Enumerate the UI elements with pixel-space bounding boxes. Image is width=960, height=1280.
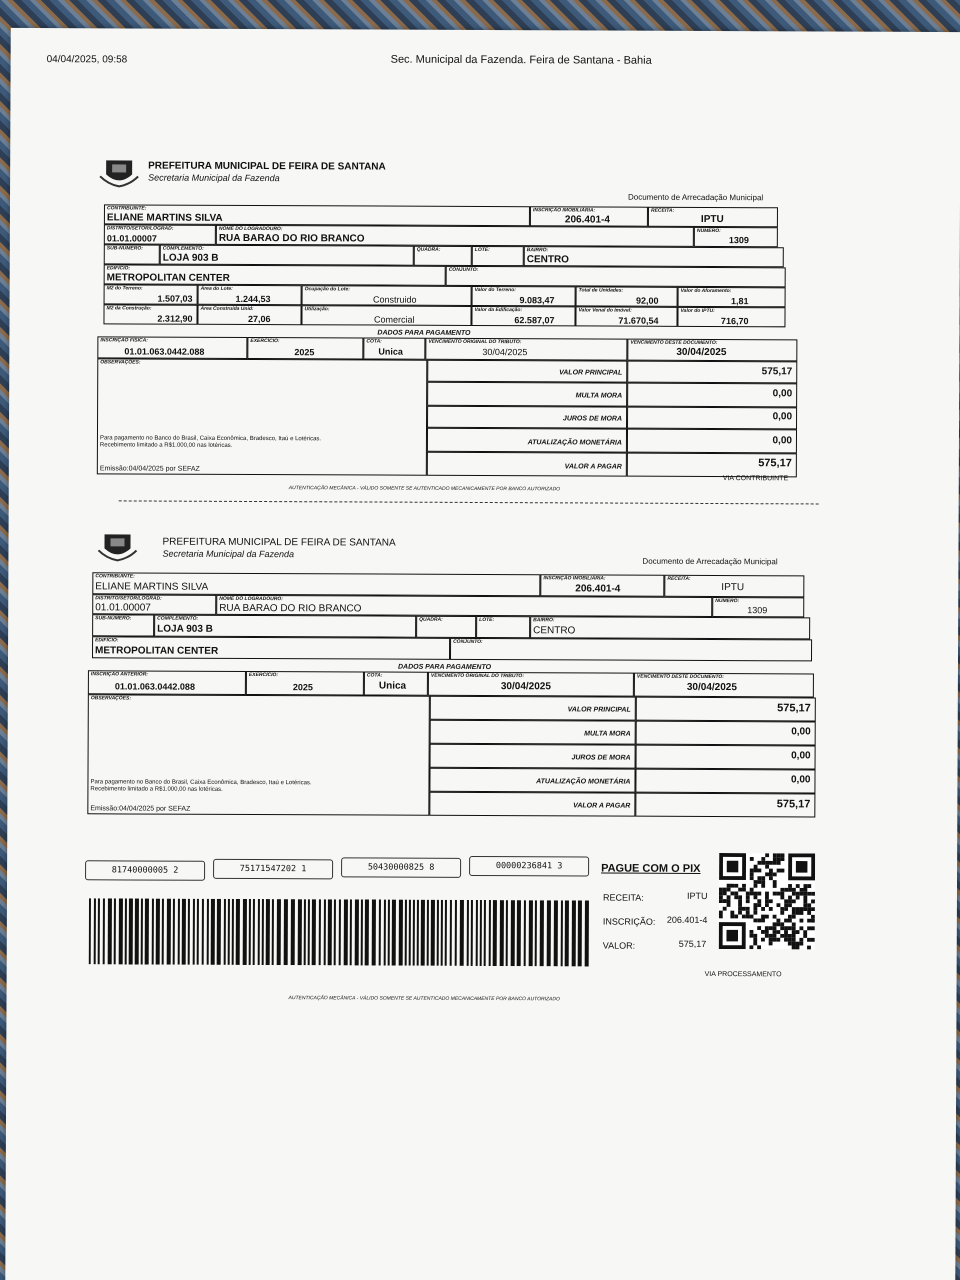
venc-documento-cell <box>627 339 797 362</box>
juros-value-cell <box>627 407 797 430</box>
multa-value-cell <box>627 383 797 408</box>
inscricao-fisica-cell <box>97 336 247 359</box>
exercicio-value: 2025 <box>292 682 313 693</box>
valor-pagar-value-cell <box>627 453 797 478</box>
distrito-value: 01.01.00007 <box>106 233 157 244</box>
inscricao-anterior-cell <box>88 670 246 695</box>
logradouro-value: RUA BARAO DO RIO BRANCO <box>218 232 365 245</box>
valor-venal-value: 71.670,54 <box>618 315 659 326</box>
area-construida-value: 27,06 <box>247 313 271 325</box>
valor-aforamento-cell <box>678 287 786 307</box>
barcode-digits-3: 50430000825 8 <box>341 857 461 878</box>
ocupacao-value: Construido <box>373 294 417 305</box>
valor-edificacao-value: 62.587,07 <box>514 315 555 326</box>
juros-mora-value: 0,00 <box>791 750 811 762</box>
pix-valor-label: VALOR: <box>602 940 636 951</box>
edificio-value: METROPOLITAN CENTER <box>106 272 230 284</box>
venc-documento-label: VENCIMENTO DESTE DOCUMENTO: <box>630 339 718 347</box>
inscricao-anterior-label: INSCRIÇÃO ANTERIOR: <box>90 671 148 678</box>
sub-numero-cell <box>104 244 160 264</box>
edificio-label: EDIFÍCIO: <box>106 265 131 272</box>
prefeitura-title: PREFEITURA MUNICIPAL DE FEIRA DE SANTANA <box>162 536 396 549</box>
multa-mora-value: 0,00 <box>791 726 811 738</box>
conjunto-label: CONJUNTO: <box>453 638 483 645</box>
valor-pagar-value: 575,17 <box>758 457 792 470</box>
complemento-cell <box>154 615 416 638</box>
bairro-label: BAIRRO: <box>526 247 549 254</box>
contribuinte-cell <box>92 572 540 596</box>
logradouro-value: RUA BARAO DO RIO BRANCO <box>219 602 362 615</box>
receita-cell <box>648 207 778 228</box>
area-construida-cell <box>197 305 301 325</box>
receita-value: IPTU <box>700 213 724 226</box>
ocupacao-label: Ocupação do Lote: <box>304 286 350 293</box>
valor-aforamento-value: 1,81 <box>731 296 749 307</box>
bairro-value: CENTRO <box>533 625 576 637</box>
valor-principal-value: 575,17 <box>777 702 811 715</box>
receita-label: RECEITA: <box>667 575 691 582</box>
distrito-label: DISTRITO/SETOR/LOGRAD: <box>106 225 174 232</box>
cota-cell <box>363 337 425 359</box>
valor-pagar-value: 575,17 <box>776 798 811 811</box>
valor-iptu-cell <box>677 307 785 327</box>
venc-original-label: VENCIMENTO ORIGINAL DO TRIBUTO: <box>430 672 525 680</box>
pix-title: PAGUE COM O PIX <box>601 862 701 875</box>
barcode-image <box>89 898 595 966</box>
contribuinte-cell <box>104 204 530 226</box>
observacoes-label: OBSERVAÇÕES: <box>90 695 132 702</box>
inscricao-label: INSCRIÇÃO IMOBILIÁRIA: <box>532 207 596 214</box>
contribuinte-label: CONTRIBUINTE: <box>106 205 147 212</box>
venc-documento-value: 30/04/2025 <box>686 681 737 694</box>
valor-pagar-label-cell <box>427 452 627 477</box>
area-lote-value: 1.244,53 <box>235 293 271 305</box>
exercicio-value: 2025 <box>294 347 315 358</box>
observacoes-box <box>87 694 430 815</box>
valor-principal-value-cell <box>627 361 797 384</box>
inscricao-fisica-label: INSCRIÇÃO FÍSICA: <box>100 337 148 344</box>
sub-numero-label: SUB-NÚMERO: <box>106 245 143 252</box>
cota-cell <box>364 671 428 695</box>
m2-terreno-cell <box>104 284 198 304</box>
lote-cell <box>476 616 530 638</box>
juros-mora-label: JUROS DE MORA <box>562 415 623 423</box>
pix-inscricao-label: INSCRIÇÃO: <box>602 916 656 927</box>
valor-edificacao-label: Valor da Edificação: <box>474 306 523 314</box>
pix-inscricao-value: 206.401-4 <box>666 914 708 925</box>
logradouro-label: NOME DO LOGRADOURO: <box>219 595 283 603</box>
valor-iptu-value: 716,70 <box>720 316 749 327</box>
venc-original-value: 30/04/2025 <box>482 346 528 358</box>
dados-pagamento-title: DADOS PARA PAGAMENTO <box>377 329 471 337</box>
venc-documento-label: VENCIMENTO DESTE DOCUMENTO: <box>636 673 724 681</box>
barcode-digits-2: 75171547202 1 <box>213 859 333 880</box>
obs-line-2: Recebimento limitado a R$1.000,00 nas lotéricas. <box>90 786 223 793</box>
conjunto-cell <box>446 266 786 287</box>
multa-mora-label: MULTA MORA <box>575 392 623 400</box>
area-lote-label: Área do Lote: <box>200 285 233 292</box>
numero-cell <box>712 597 804 617</box>
barcode-digits-1: 81740000005 2 <box>85 860 205 881</box>
multa-value-cell <box>636 721 816 746</box>
valor-venal-cell <box>575 306 677 326</box>
observacoes-box <box>97 358 428 475</box>
m2-terreno-label: M2 do Terreno: <box>106 285 143 292</box>
sub-numero-cell <box>92 614 154 636</box>
numero-label: NÚMERO: <box>715 598 740 605</box>
valor-pagar-label-cell <box>429 792 635 817</box>
bairro-cell <box>524 246 784 267</box>
atualizacao-label-cell <box>429 768 635 793</box>
juros-label-cell <box>430 744 636 769</box>
valor-terreno-value: 9.083,47 <box>519 295 555 306</box>
receita-label: RECEITA: <box>650 207 675 214</box>
cota-value: Unica <box>378 346 403 357</box>
valor-principal-value-cell <box>636 697 816 722</box>
pix-valor-value: 575,17 <box>678 938 707 949</box>
complemento-cell <box>160 245 414 266</box>
utilizacao-label: Utilização: <box>304 306 330 313</box>
lote-label: LOTE: <box>479 616 495 624</box>
atualizacao-label: ATUALIZAÇÃO MONETÁRIA <box>536 778 631 786</box>
obs-line-2: Recebimento limitado a R$1.000,00 nas lotéricas. <box>99 442 233 449</box>
receita-cell <box>664 575 804 598</box>
inscricao-value: 206.401-4 <box>564 214 610 226</box>
valor-principal-value: 575,17 <box>761 366 793 378</box>
distrito-value: 01.01.00007 <box>95 602 151 614</box>
utilizacao-value: Comercial <box>373 314 415 325</box>
autenticacao-text: AUTENTICAÇÃO MECÂNICA - VÁLIDO SOMENTE SE AUTENTICADO MECANICAMENTE POR BANCO AUTORIZADO <box>288 485 561 493</box>
exercicio-cell <box>247 337 363 360</box>
pix-receita-label: RECEITA: <box>602 892 644 903</box>
inscricao-cell <box>530 206 648 227</box>
venc-original-cell <box>428 672 634 697</box>
valor-principal-label-cell <box>430 696 636 721</box>
inscricao-fisica-value: 01.01.063.0442.088 <box>124 346 205 357</box>
total-unidades-value: 92,00 <box>636 295 659 306</box>
inscricao-value: 206.401-4 <box>575 583 621 595</box>
edificio-cell <box>92 636 450 660</box>
juros-mora-label: JUROS DE MORA <box>571 754 631 762</box>
cota-value: Unica <box>378 680 407 692</box>
edificio-value: METROPOLITAN CENTER <box>95 645 219 657</box>
observacoes-label: OBSERVAÇÕES: <box>100 359 141 366</box>
valor-pagar-label: VALOR A PAGAR <box>573 802 631 810</box>
bairro-cell <box>530 616 810 639</box>
contribuinte-label: CONTRIBUINTE: <box>95 573 135 580</box>
edificio-label: EDIFÍCIO: <box>95 637 119 644</box>
cota-label: COTA: <box>366 672 383 679</box>
area-lote-cell <box>198 285 302 305</box>
lote-label: LOTE: <box>474 246 490 254</box>
via-contribuinte-document <box>98 156 798 493</box>
prefeitura-title: PREFEITURA MUNICIPAL DE FEIRA DE SANTANA <box>148 160 386 173</box>
conjunto-label: CONJUNTO: <box>448 266 479 273</box>
autenticacao-text-bottom: AUTENTICAÇÃO MECÂNICA - VÁLIDO SOMENTE SE AUTENTICADO MECANICAMENTE POR BANCO AUTORIZADO <box>288 995 560 1003</box>
valor-venal-label: Valor Venal do Imóvel: <box>578 307 632 314</box>
distrito-label: DISTRITO/SETOR/LOGRAD: <box>95 595 162 602</box>
valor-iptu-label: Valor do IPTU: <box>680 307 715 315</box>
logradouro-label: NOME DO LOGRADOURO: <box>218 225 283 233</box>
print-page-title: Sec. Municipal da Fazenda. Feira de Santana - Bahia <box>390 53 652 67</box>
multa-label-cell <box>430 720 636 745</box>
atualizacao-value-cell <box>635 769 815 794</box>
cut-line <box>119 500 819 504</box>
juros-label-cell <box>427 406 627 429</box>
multa-mora-label: MULTA MORA <box>584 730 631 738</box>
coat-of-arms-icon <box>96 530 138 562</box>
valor-principal-label: VALOR PRINCIPAL <box>567 706 631 714</box>
pix-receita-value: IPTU <box>686 890 708 901</box>
valor-principal-label: VALOR PRINCIPAL <box>559 369 623 377</box>
total-unidades-cell <box>576 286 678 306</box>
venc-documento-cell <box>634 673 814 698</box>
valor-pagar-label: VALOR A PAGAR <box>564 463 622 471</box>
juros-mora-value: 0,00 <box>772 411 793 423</box>
valor-edificacao-cell <box>471 306 575 326</box>
via-contribuinte-label: VIA CONTRIBUINTE <box>722 475 789 483</box>
logradouro-cell <box>216 225 694 247</box>
valor-aforamento-label: Valor do Aforamento: <box>680 287 732 295</box>
atualizacao-value-cell <box>627 429 797 454</box>
inscricao-label: INSCRIÇÃO IMOBILIÁRIA: <box>543 575 606 582</box>
logradouro-cell <box>216 595 712 617</box>
quadra-label: QUADRA: <box>416 246 441 253</box>
exercicio-label: EXERCÍCIO: <box>250 337 280 345</box>
m2-construcao-label: M2 da Construção: <box>106 305 152 312</box>
numero-cell <box>694 227 778 247</box>
bairro-label: BAIRRO: <box>533 617 555 624</box>
quadra-cell <box>414 246 472 266</box>
valor-terreno-label: Valor do Terreno: <box>474 286 516 294</box>
area-construida-label: Área Construída Unid: <box>200 305 254 312</box>
lote-cell <box>472 246 524 266</box>
printed-page <box>5 28 960 1280</box>
pix-qr-code-icon[interactable] <box>719 853 815 949</box>
venc-original-cell <box>425 338 627 361</box>
complemento-label: COMPLEMENTO: <box>157 615 199 622</box>
receita-value: IPTU <box>721 582 745 594</box>
via-processamento-label: VIA PROCESSAMENTO <box>704 970 782 979</box>
contribuinte-name: ELIANE MARTINS SILVA <box>95 581 209 593</box>
numero-label: NÚMERO: <box>696 227 721 235</box>
complemento-value: LOJA 903 B <box>162 252 219 264</box>
venc-original-label: VENCIMENTO ORIGINAL DO TRIBUTO: <box>428 338 522 346</box>
quadra-cell <box>416 616 476 638</box>
quadra-label: QUADRA: <box>419 616 443 623</box>
atualizacao-value: 0,00 <box>790 774 811 786</box>
m2-construcao-cell <box>103 304 197 324</box>
ocupacao-cell <box>302 285 472 306</box>
contribuinte-name: ELIANE MARTINS SILVA <box>106 212 223 224</box>
numero-value: 1309 <box>747 605 768 616</box>
venc-documento-value: 30/04/2025 <box>676 346 727 359</box>
numero-value: 1309 <box>728 235 749 246</box>
dados-pagamento-title: DADOS PARA PAGAMENTO <box>397 663 492 672</box>
distrito-cell <box>92 594 216 615</box>
valor-principal-label-cell <box>427 360 627 383</box>
edificio-cell <box>104 264 446 285</box>
m2-terreno-value: 1.507,03 <box>157 293 193 304</box>
inscricao-cell <box>540 574 664 597</box>
emissao-text: Emissão:04/04/2025 por SEFAZ <box>99 465 200 473</box>
emissao-text: Emissão:04/04/2025 por SEFAZ <box>90 805 191 813</box>
atualizacao-label: ATUALIZAÇÃO MONETÁRIA <box>527 439 622 447</box>
secretaria-subtitle: Secretaria Municipal da Fazenda <box>148 172 280 184</box>
atualizacao-value: 0,00 <box>772 435 792 447</box>
multa-mora-value: 0,00 <box>772 388 793 400</box>
secretaria-subtitle: Secretaria Municipal da Fazenda <box>162 548 295 560</box>
obs-line-1: Para pagamento no Banco do Brasil, Caixa Econômica, Bradesco, Itaú e Lotéricas. <box>99 435 322 443</box>
multa-label-cell <box>427 382 627 407</box>
conjunto-cell <box>450 638 812 662</box>
obs-line-1: Para pagamento no Banco do Brasil, Caixa Econômica, Bradesco, Itaú e Lotéricas. <box>90 779 312 787</box>
complemento-label: COMPLEMENTO: <box>162 245 204 252</box>
venc-original-value: 30/04/2025 <box>500 681 551 693</box>
via-processamento-document <box>87 528 811 813</box>
sub-numero-label: SUB-NÚMERO: <box>95 615 132 622</box>
coat-of-arms-icon <box>98 156 140 188</box>
print-datetime: 04/04/2025, 09:58 <box>46 54 128 66</box>
valor-pagar-value-cell <box>635 793 815 818</box>
distrito-cell <box>104 224 216 244</box>
bairro-value: CENTRO <box>526 254 570 266</box>
utilizacao-cell <box>301 305 471 326</box>
total-unidades-label: Total de Unidades: <box>578 287 624 294</box>
exercicio-label: EXERCÍCIO: <box>248 671 279 679</box>
juros-value-cell <box>636 745 816 770</box>
inscricao-anterior-value: 01.01.063.0442.088 <box>114 681 195 692</box>
documento-title: Documento de Arrecadação Municipal <box>642 556 778 567</box>
valor-terreno-cell <box>472 286 576 306</box>
barcode-digits-4: 00000236841 3 <box>469 856 589 877</box>
atualizacao-label-cell <box>427 428 627 453</box>
documento-title: Documento de Arrecadação Municipal <box>628 192 764 203</box>
exercicio-cell <box>246 671 364 696</box>
complemento-value: LOJA 903 B <box>157 623 213 635</box>
cota-label: COTA: <box>366 338 382 345</box>
m2-construcao-value: 2.312,90 <box>157 313 193 324</box>
